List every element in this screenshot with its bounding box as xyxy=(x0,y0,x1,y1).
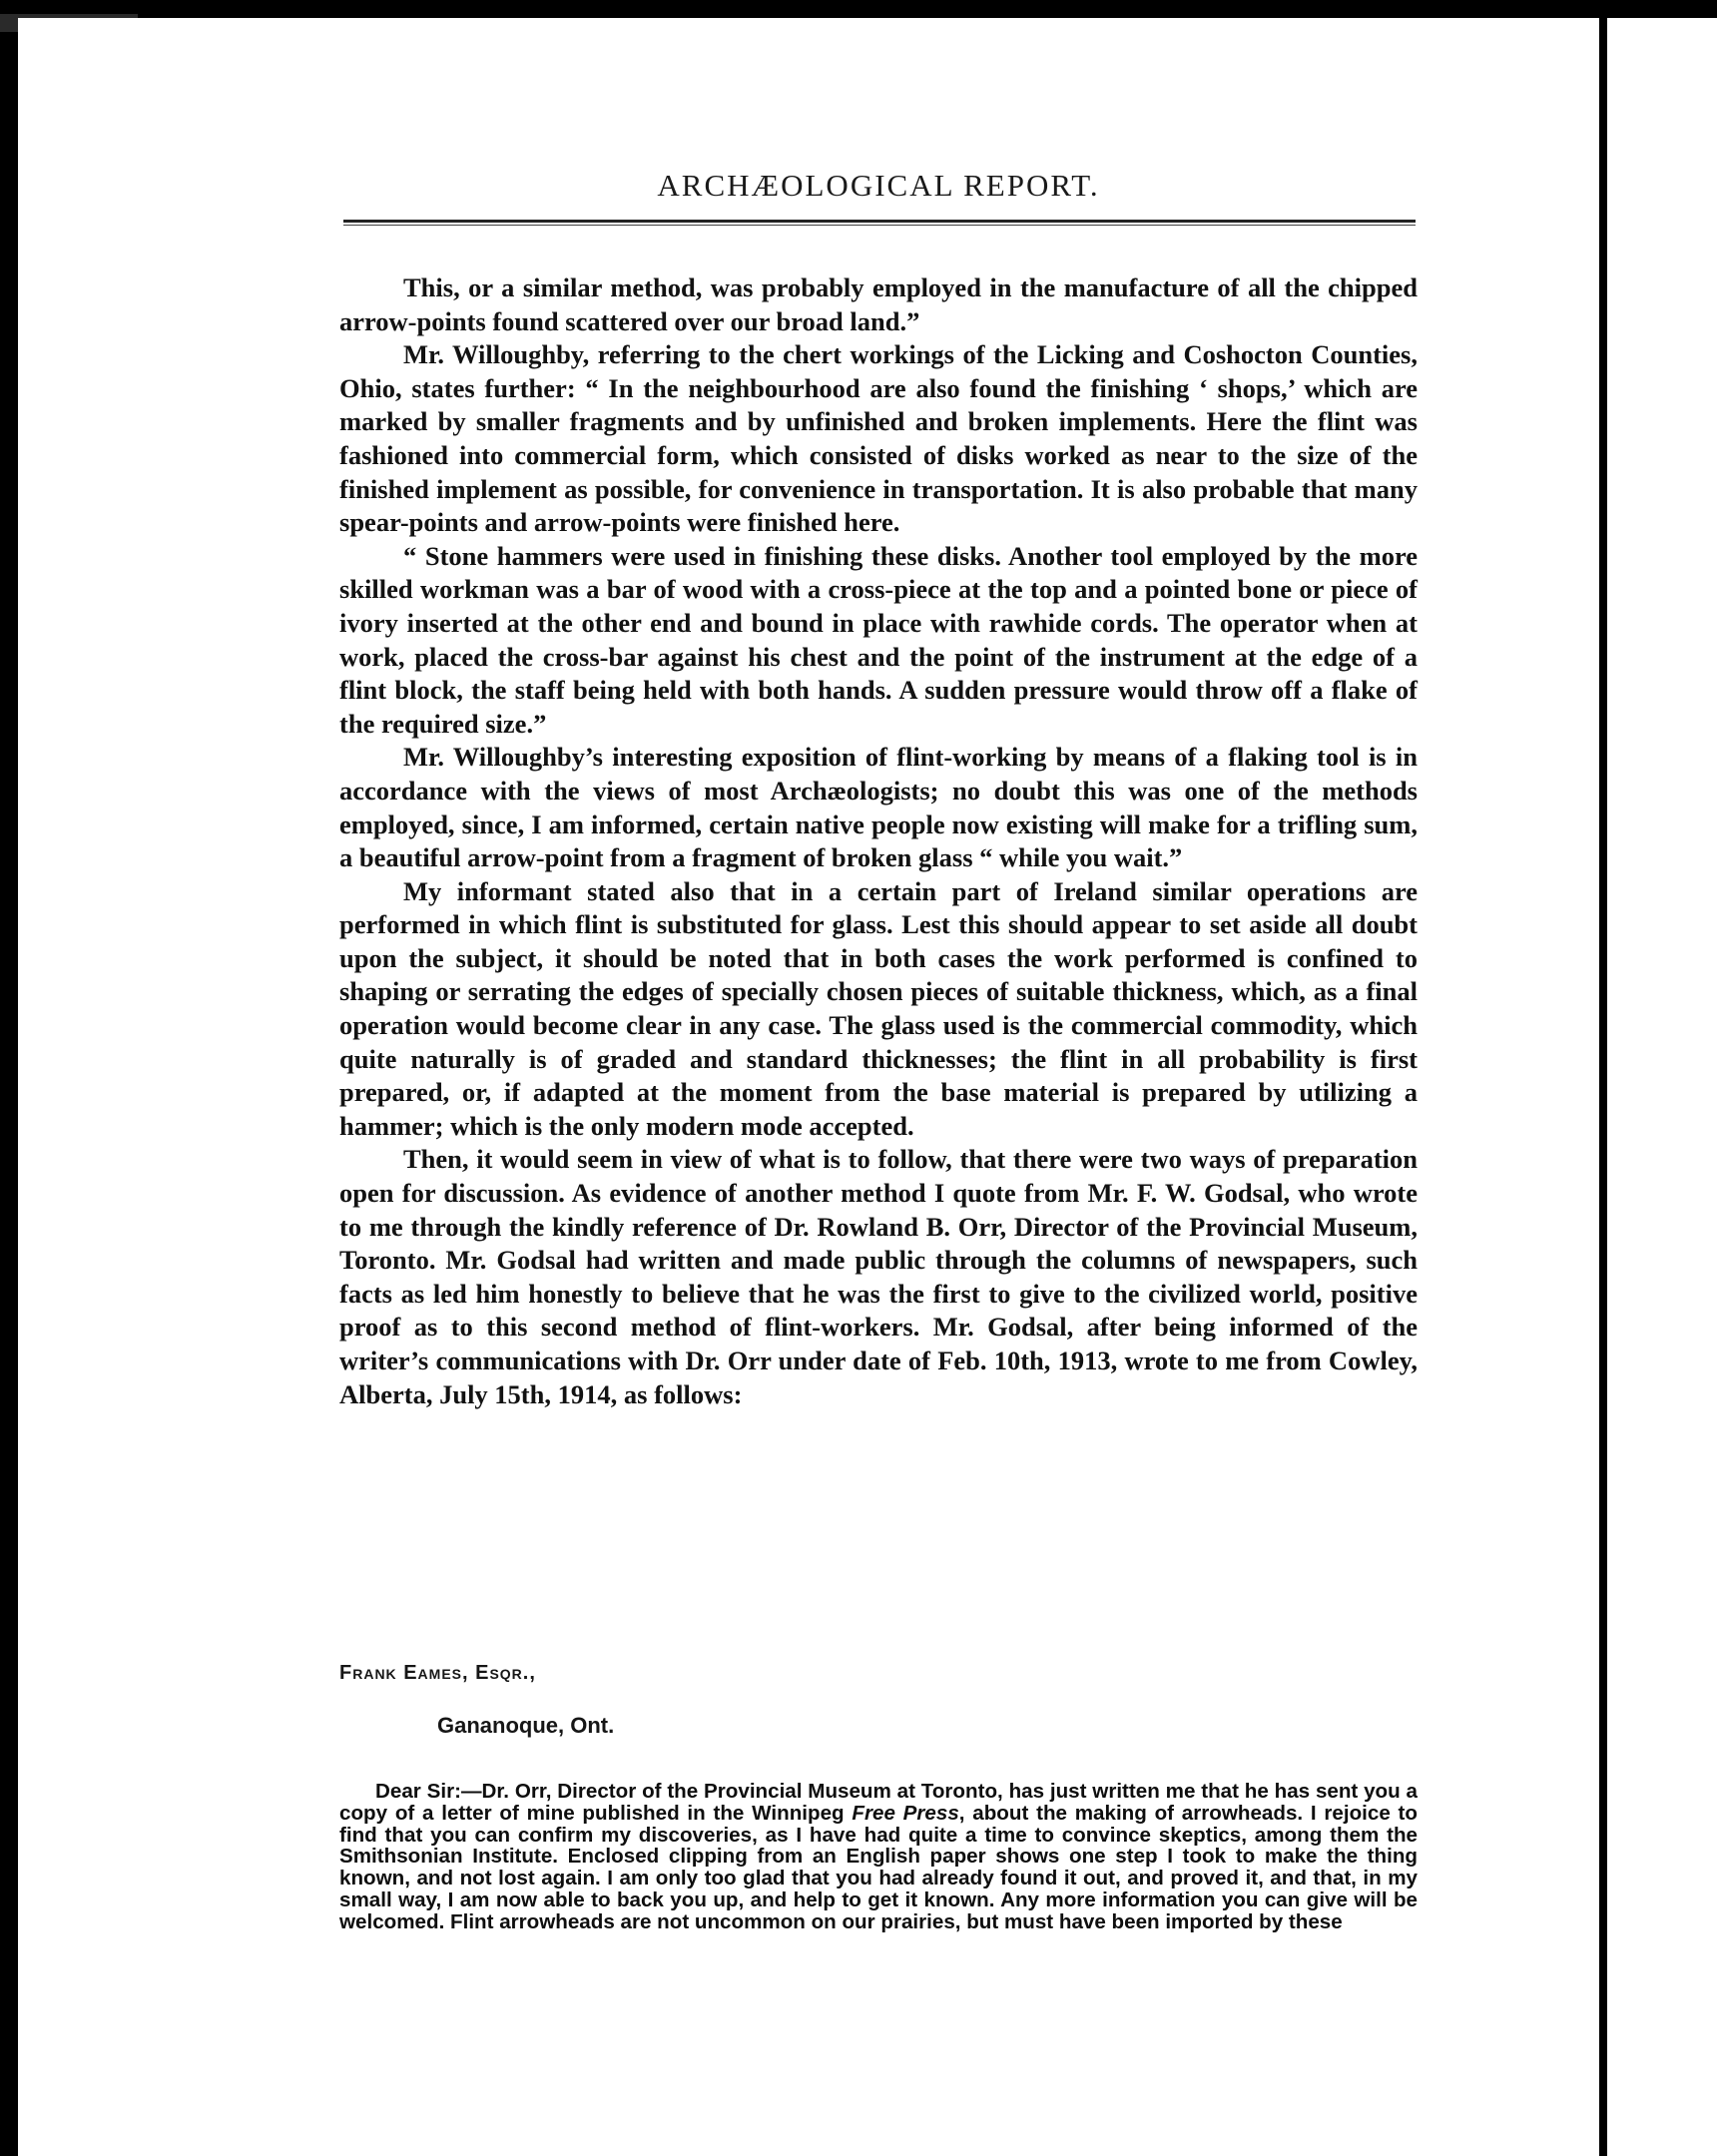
paragraph: Then, it would seem in view of what is to follow, that there were two ways of preparation open for discussion. As evidence of another method I quote from Mr. F. W. Godsal, who wrote to me through the kindly reference of Dr. Rowland B. Orr, Director of the Provincial Museum, Toronto. Mr. Godsal had written and made public through the columns of newspapers, such facts as led him honestly to believe that he was the first to give to the civilized world, positive proof as to this second method of flint-workers. Mr. Godsal, after being informed of the writer’s communications with Dr. Orr under date of Feb. 10th, 1913, wrote to me from Cowley, Alberta, July 15th, 1914, as follows: xyxy=(339,1144,1418,1409)
scan-border-top xyxy=(0,0,1717,18)
paragraph: This, or a similar method, was probably employed in the manufacture of all the chipped arrow-points found scattered over our broad land.” xyxy=(339,272,1418,336)
paragraph: Mr. Willoughby, referring to the chert workings of the Licking and Coshocton Counties, Ohio, states further: “ In the neighbourhood are also found the finishing ‘ shops,’ which are marked by smaller fragments and by unfinished and broken implements. Here the flint was fashioned into commercial form, which consisted of disks worked as near to the size of the finished implement as possible, for convenience in transportation. It is also probable that many spear-points and arrow-points were finished here. xyxy=(339,339,1418,538)
letter-text-part: , about the making of arrowheads. I rejoice to find that you can confirm my discoveries, as I have had quite a time to convince skeptics, among them the Smithsonian Institute. Enclosed clipping from an English paper shows one step I took to make the thing known, and not lost again. I am only too glad that you had already found it out, and proved it, and that, in my small way, I am now able to back you up, and help to get it known. Any more information you can give will be welcomed. Flint arrowheads are not uncommon on our prairies, but must have been imported by these xyxy=(339,1801,1418,1933)
page-gutter xyxy=(1599,18,1607,2156)
letter-addressee: Frank Eames, Esqr., xyxy=(339,1662,536,1684)
paragraph: Mr. Willoughby’s interesting exposition of flint-working by means of a flaking tool is in accordance with the views of most Archæologists; no doubt this was one of the methods employed, since, I am informed, certain native people now existing will make for a trifling sum, a beautiful arrow-point from a fragment of broken glass “ while you wait.” xyxy=(339,742,1418,873)
adjacent-page-edge xyxy=(1607,18,1717,2156)
paragraph: “ Stone hammers were used in finishing these disks. Another tool employed by the more skilled workman was a bar of wood with a cross-piece at the top and a pointed bone or piece of ivory inserted at the other end and bound in place with rawhide cords. The operator when at work, placed the cross-bar against his chest and the point of the instrument at the edge of a flint block, the staff being held with both hands. A sudden pressure would throw off a flake of the required size.” xyxy=(339,540,1418,739)
letter-place: Gananoque, Ont. xyxy=(437,1713,615,1738)
letter-text-part: Dear Sir:—Dr. Orr, Director of the Provincial Museum at Toronto, has just written me that he has sent you a copy of a letter of mine published in the Winnipeg xyxy=(339,1780,1418,1825)
running-head: ARCHÆOLOGICAL REPORT. xyxy=(657,168,1100,203)
body-text xyxy=(339,271,1418,1411)
quoted-letter xyxy=(339,1662,1418,1953)
paragraph: My informant stated also that in a certain part of Ireland similar operations are performed in which flint is substituted for glass. Lest this should appear to set aside all doubt upon the subject, it should be noted that in both cases the work performed is confined to shaping or serrating the edges of specially chosen pieces of suitable thickness, which, as a final operation would become clear in any case. The glass used is the commercial commodity, which quite naturally is of graded and standard thicknesses; the flint in all probability is first prepared, or, if adapted at the moment from the base material is prepared by utilizing a hammer; which is the only modern mode accepted. xyxy=(339,875,1418,1141)
newspaper-title: Free Press xyxy=(852,1801,959,1825)
letter-body xyxy=(339,1781,1418,1933)
header-rule xyxy=(343,220,1416,226)
